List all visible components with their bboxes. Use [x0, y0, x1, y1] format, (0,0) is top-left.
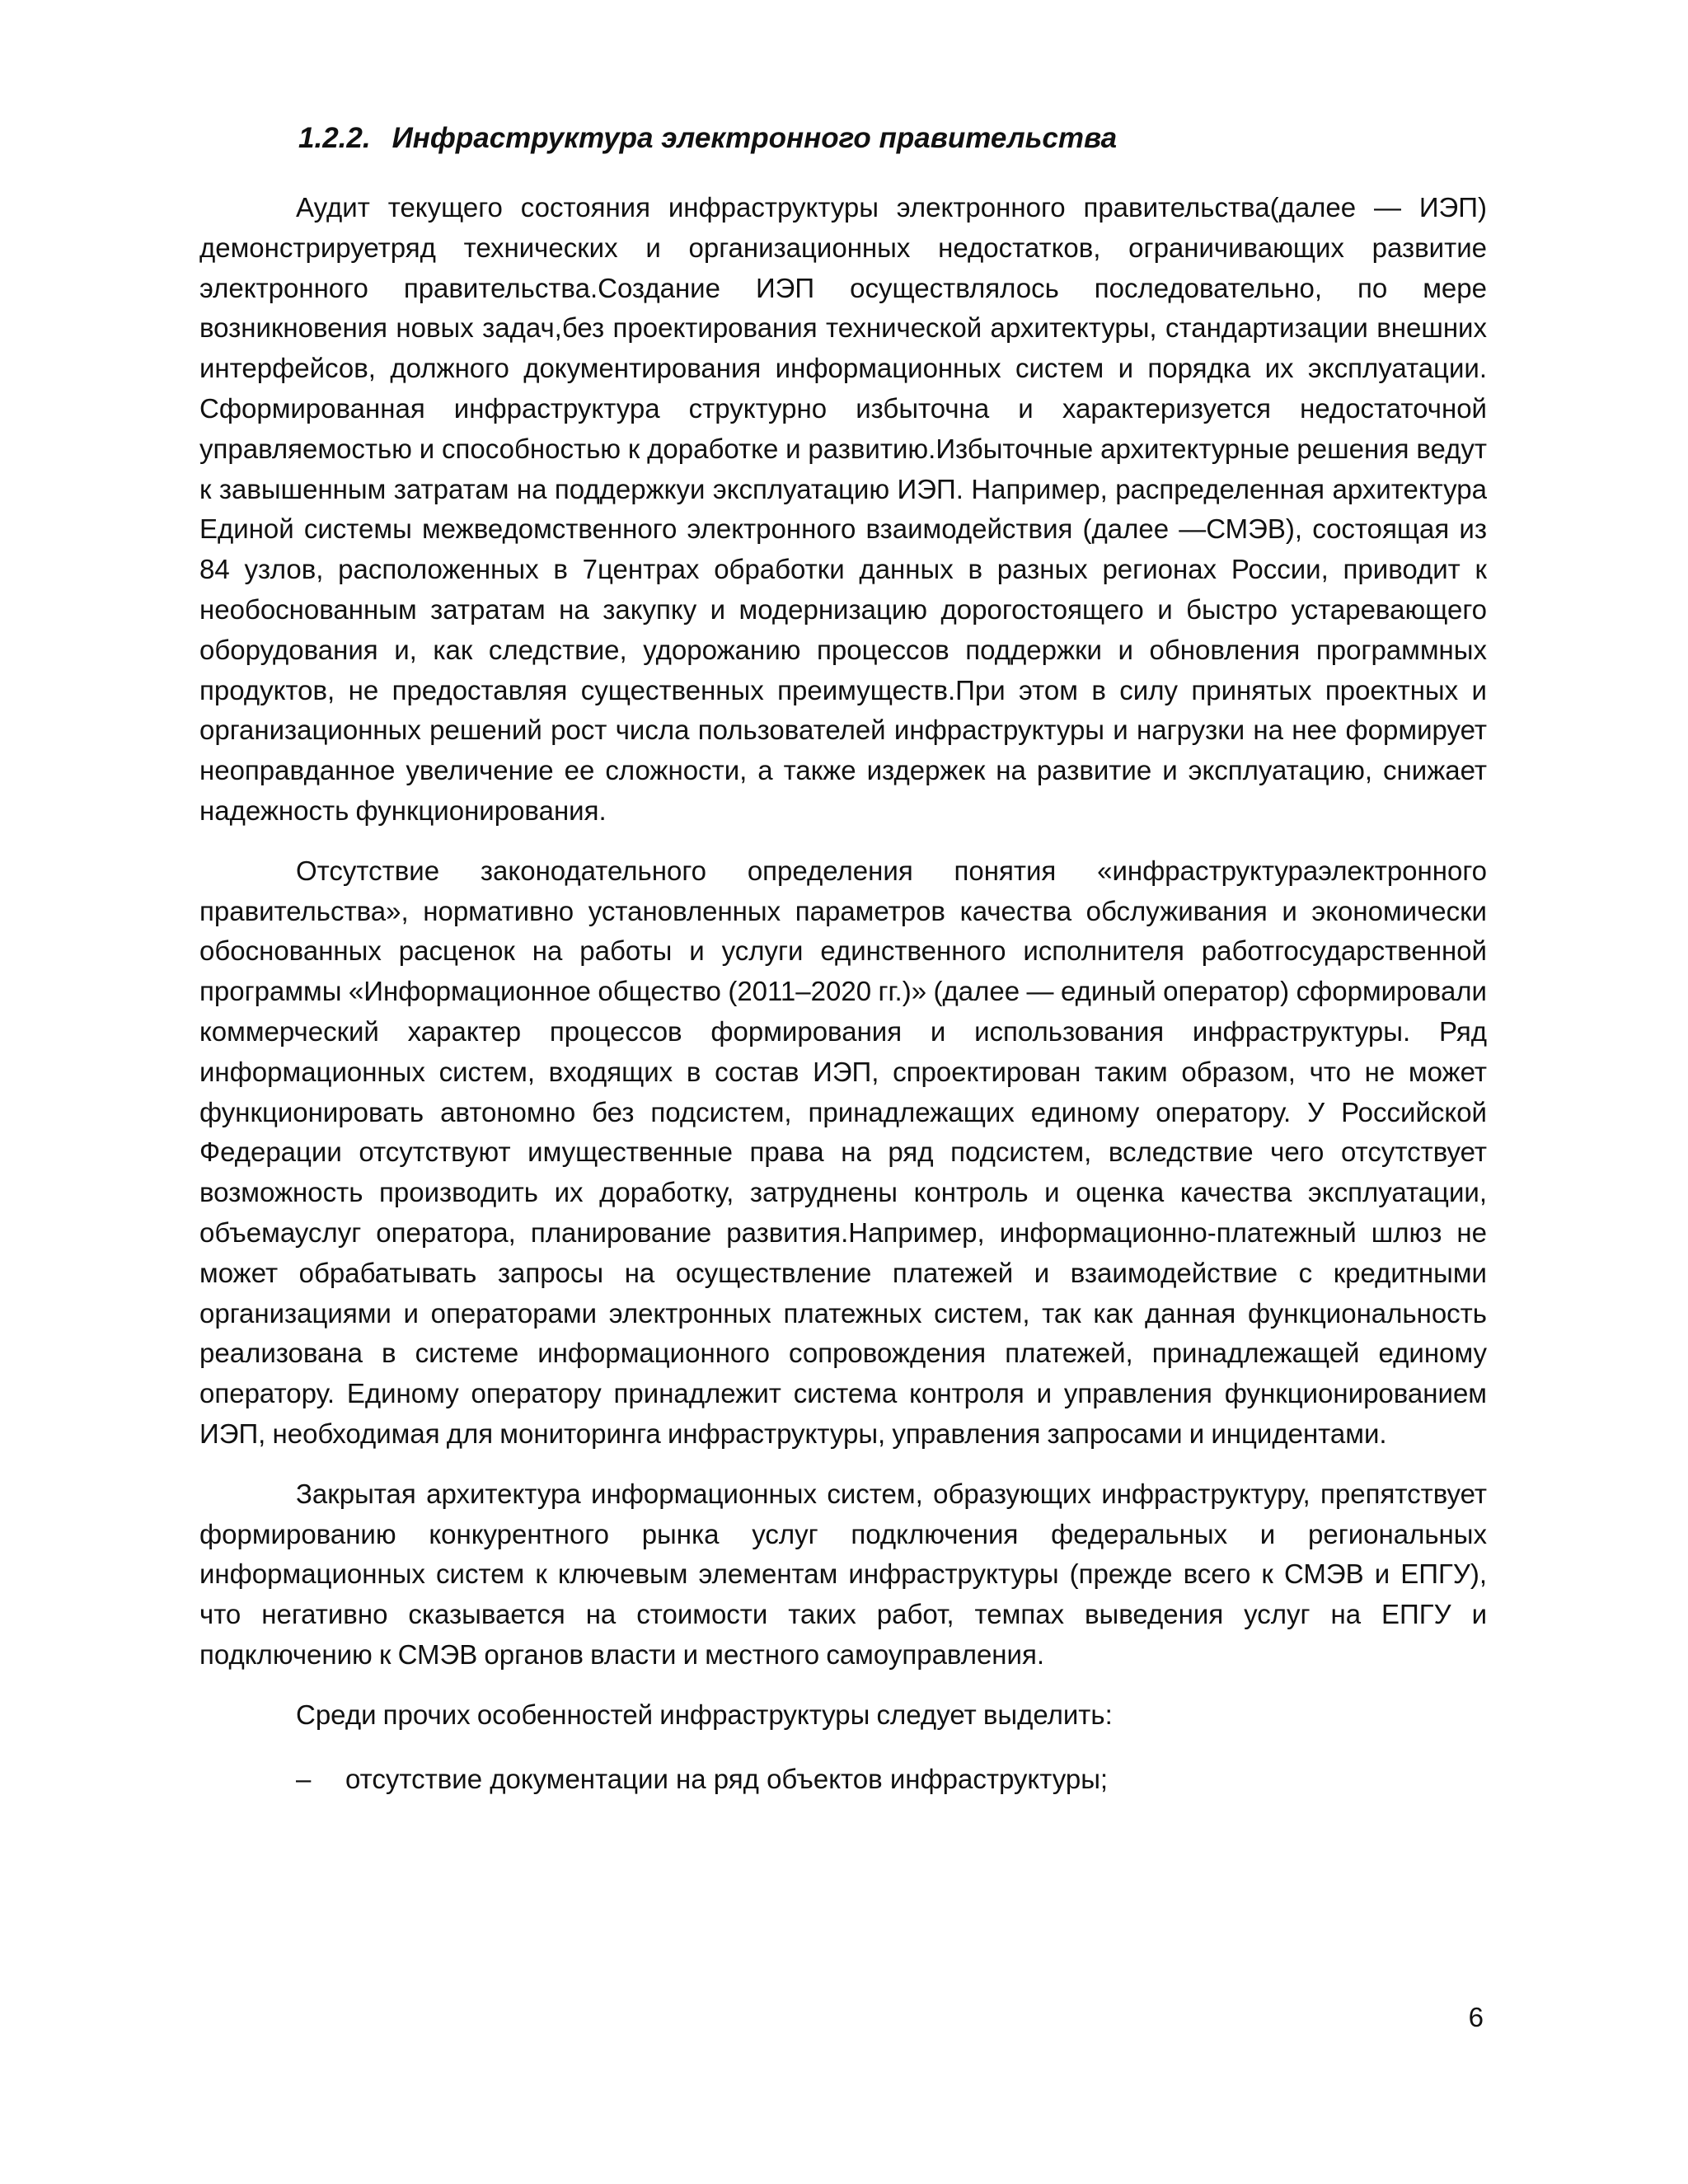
paragraph-closed-architecture: Закрытая архитектура информационных систем, образующих инфраструктуру, препятствует формированию конкурентного рынка услуг подключения федеральных и региональных информационных систем к ключевым элементам инфраструктуры (прежде всего к СМЭВ и ЕПГУ), что негативно сказывается на стоимости таких работ, темпах выведения услуг на ЕПГУ и подключению к СМЭВ органов власти и местного самоуправления.: [199, 1478, 1487, 1670]
page-number: 6: [1468, 2002, 1484, 2032]
dash-bullet: –: [296, 1764, 312, 1795]
section-heading: [199, 119, 1487, 158]
paragraph-infrastructure-audit: Аудит текущего состояния инфраструктуры электронного правительства(далее — ИЭП) демонстрируетряд технических и организационных недостатков, ограничивающих развитие электронного правительства.Создание ИЭП осуществлялось последовательно, по мере возникновения новых задач,без проектирования технической архитектуры, стандартизации внешних интерфейсов, должного документирования информационных систем и порядка их эксплуатации. Сформированная инфраструктура структурно избыточна и характеризуется недостаточной управляемостью и способностью к доработке и развитию.Избыточные архитектурные решения ведут к завышенным затратам на поддержкуи эксплуатацию ИЭП. Например, распределенная архитектура Единой системы межведомственного электронного взаимодействия (далее —СМЭВ), состоящая из 84 узлов, расположенных в 7центрах обработки данных в разных регионах России, приводит к необоснованным затратам на закупку и модернизацию дорогостоящего и быстро устаревающего оборудования и, как следствие, удорожанию процессов поддержки и обновления программных продуктов, не предоставляя существенных преимуществ.При этом в силу принятых проектных и организационных решений рост числа пользователей инфраструктуры и нагрузки на нее формирует неоправданное увеличение ее сложности, а также издержек на развитие и эксплуатацию, снижает надежность функционирования.: [199, 192, 1487, 826]
section-number: 1.2.2.: [298, 122, 371, 154]
section-title: Инфраструктура электронного правительства: [392, 122, 1118, 154]
paragraph-list-intro: Среди прочих особенностей инфраструктуры следует выделить:: [296, 1699, 1113, 1730]
features-list: [199, 1760, 1487, 1800]
paragraph-legal-definition: Отсутствие законодательного определения понятия «инфраструктураэлектронного правительства», нормативно установленных параметров качества обслуживания и экономически обоснованных расценок на работы и услуги единственного исполнителя работгосударственной программы «Информационное общество (2011–2020 гг.)» (далее — единый оператор) сформировали коммерческий характер процессов формирования и использования инфраструктуры. Ряд информационных систем, входящих в состав ИЭП, спроектирован таким образом, что не может функционировать автономно без подсистем, принадлежащих единому оператору. У Российской Федерации отсутствуют имущественные права на ряд подсистем, вследствие чего отсутствует возможность производить их доработку, затруднены контроль и оценка качества эксплуатации, объемауслуг оператора, планирование развития.Например, информационно-платежный шлюз не может обрабатывать запросы на осуществление платежей и взаимодействие с кредитными организациями и операторами электронных платежных систем, так как данная функциональность реализована в системе информационного сопровождения платежей, принадлежащей единому оператору. Единому оператору принадлежит система контроля и управления функционированием ИЭП, необходимая для мониторинга инфраструктуры, управления запросами и инцидентами.: [199, 855, 1487, 1449]
list-item: [199, 1760, 1487, 1800]
list-item-text: отсутствие документации на ряд объектов инфраструктуры;: [345, 1764, 1109, 1795]
page-content: [199, 119, 1487, 1800]
